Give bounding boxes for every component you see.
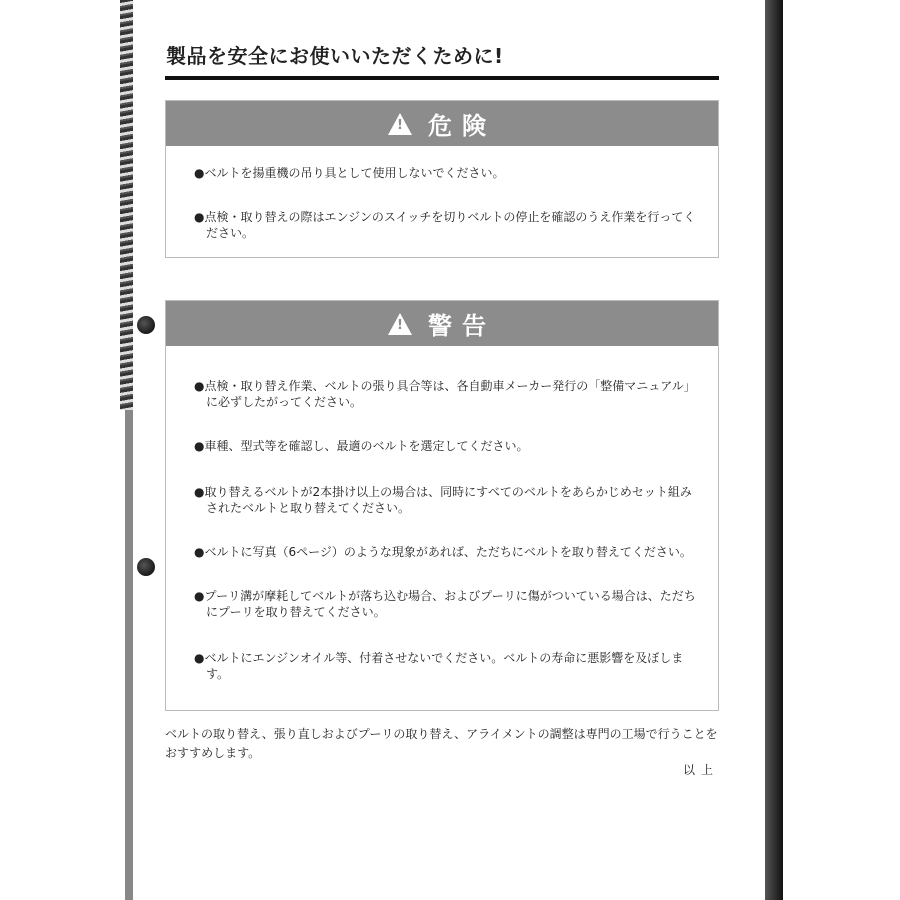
danger-header — [166, 101, 718, 146]
scan-edge-right — [765, 0, 783, 900]
punch-hole — [137, 558, 155, 576]
warning-item: ● 車種、型式等を確認し、最適のベルトを選定してください。 — [194, 438, 698, 454]
title-rule — [165, 76, 719, 80]
closing-mark: 以上 — [683, 763, 720, 777]
warning-item: ● プーリ溝が摩耗してベルトが落ち込む場合、およびプーリに傷がついている場合は、ただちにプーリを取り替えてください。 — [194, 588, 698, 620]
warning-heading: 警告 — [428, 312, 496, 340]
danger-box — [165, 100, 719, 258]
scan-edge-left-lower — [125, 410, 133, 900]
warning-item: ● ベルトにエンジンオイル等、付着させないでください。ベルトの寿命に悪影響を及ぼします。 — [194, 650, 698, 682]
warning-item: ● 取り替えるベルトが2本掛け以上の場合は、同時にすべてのベルトをあらかじめセット組みされたベルトと取り替えてください。 — [194, 484, 698, 516]
danger-heading: 危険 — [428, 112, 496, 140]
punch-hole — [137, 316, 155, 334]
warning-item: ● ベルトに写真（6ページ）のような現象があれば、ただちにベルトを取り替えてください。 — [194, 544, 698, 560]
warning-item: ● 点検・取り替え作業、ベルトの張り具合等は、各自動車メーカー発行の「整備マニュアル」に必ずしたがってください。 — [194, 378, 698, 410]
warning-triangle-icon: ! — [388, 113, 412, 135]
warning-box — [165, 300, 719, 711]
warning-triangle-icon: ! — [388, 313, 412, 335]
scan-edge-left — [120, 0, 133, 410]
danger-item: ● 点検・取り替えの際はエンジンのスイッチを切りベルトの停止を確認のうえ作業を行ってください。 — [194, 209, 698, 241]
footer-note: ベルトの取り替え、張り直しおよびプーリの取り替え、アライメントの調整は専門の工場で行うことをおすすめします。 — [165, 727, 718, 760]
danger-item: ● ベルトを揚重機の吊り具として使用しないでください。 — [194, 165, 698, 181]
warning-header — [166, 301, 718, 346]
page-title: 製品を安全にお使いいただくために! — [166, 44, 504, 68]
